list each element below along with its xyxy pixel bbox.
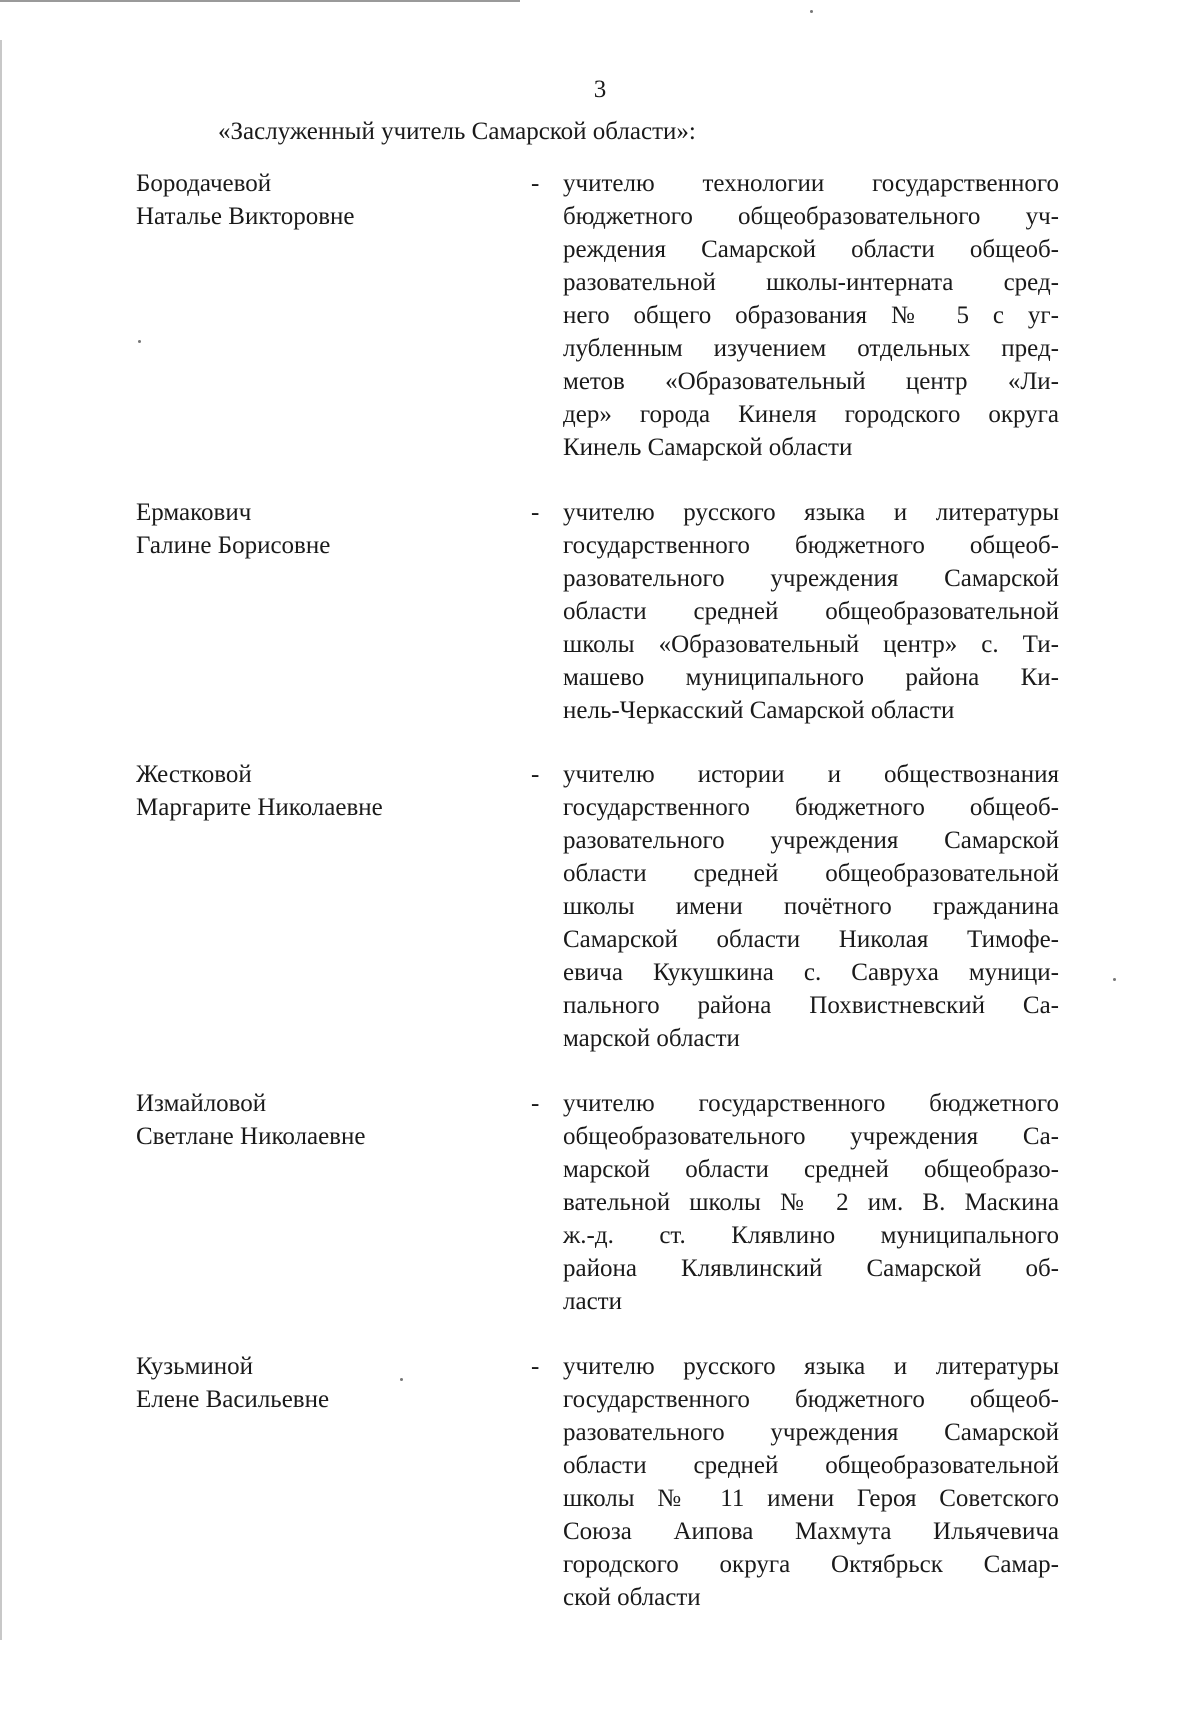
recipient-given-name: Елене Васильевне <box>136 1386 330 1413</box>
position-line: метов «Образовательный центр «Ли- <box>563 368 1059 395</box>
position-line: учителю технологии государственного <box>563 170 1059 197</box>
position-line: области средней общеобразовательной <box>563 1452 1059 1479</box>
position-line: школы «Образовательный центр» с. Ти- <box>563 631 1059 658</box>
position-line: марской области средней общеобразо- <box>563 1156 1059 1183</box>
scan-edge-line <box>0 0 520 2</box>
position-line: разовательного учреждения Самарской <box>563 565 1059 592</box>
section-heading: «Заслуженный учитель Самарской области»: <box>218 118 696 145</box>
recipient-position <box>563 167 1059 464</box>
position-line: разовательного учреждения Самарской <box>563 1419 1059 1446</box>
recipient-name <box>136 758 536 824</box>
position-line: учителю государственного бюджетного <box>563 1090 1059 1117</box>
recipient-position <box>563 496 1059 727</box>
recipient-given-name: Светлане Николаевне <box>136 1123 366 1150</box>
recipient-name <box>136 1350 536 1416</box>
scan-speck <box>138 340 141 343</box>
recipient-position <box>563 1350 1059 1614</box>
position-line: Самарской области Николая Тимофе- <box>563 926 1059 953</box>
position-line: городского округа Октябрьск Самар- <box>563 1551 1059 1578</box>
recipient-surname: Измайловой <box>136 1090 267 1117</box>
position-line: Союза Аипова Махмута Ильячевича <box>563 1518 1059 1545</box>
recipient-surname: Ермакович <box>136 499 252 526</box>
position-line: области средней общеобразовательной <box>563 598 1059 625</box>
position-line: ласти <box>563 1288 622 1315</box>
recipient-name <box>136 167 536 233</box>
position-line: Кинель Самарской области <box>563 434 853 461</box>
recipient-surname: Кузьминой <box>136 1353 254 1380</box>
recipient-position <box>563 1087 1059 1318</box>
position-line: учителю русского языка и литературы <box>563 1353 1059 1380</box>
position-line: учителю истории и обществознания <box>563 761 1059 788</box>
position-line: разовательной школы-интерната сред- <box>563 269 1059 296</box>
position-line: ской области <box>563 1584 701 1611</box>
position-line: государственного бюджетного общеоб- <box>563 794 1059 821</box>
recipient-surname: Жестковой <box>136 761 252 788</box>
position-line: области средней общеобразовательной <box>563 860 1059 887</box>
position-line: разовательного учреждения Самарской <box>563 827 1059 854</box>
scan-speck <box>1113 978 1116 981</box>
position-line: района Клявлинский Самарской об- <box>563 1255 1059 1282</box>
page-number: 3 <box>593 76 607 103</box>
position-line: марской области <box>563 1025 740 1052</box>
position-line: лубленным изучением отдельных пред- <box>563 335 1059 362</box>
position-line: дер» города Кинеля городского округа <box>563 401 1059 428</box>
recipient-given-name: Наталье Викторовне <box>136 203 355 230</box>
position-line: реждения Самарской области общеоб- <box>563 236 1059 263</box>
recipient-surname: Бородачевой <box>136 170 272 197</box>
position-line: школы имени почётного гражданина <box>563 893 1059 920</box>
position-line: общеобразовательного учреждения Са- <box>563 1123 1059 1150</box>
entry-dash: - <box>531 170 540 197</box>
recipient-given-name: Галине Борисовне <box>136 532 331 559</box>
recipient-given-name: Маргарите Николаевне <box>136 794 383 821</box>
position-line: вательной школы № 2 им. В. Маскина <box>563 1189 1059 1216</box>
position-line: государственного бюджетного общеоб- <box>563 532 1059 559</box>
position-line: школы № 11 имени Героя Советского <box>563 1485 1059 1512</box>
scan-margin-shadow <box>0 40 2 1640</box>
entry-dash: - <box>531 1090 540 1117</box>
scan-speck <box>810 10 813 13</box>
entry-dash: - <box>531 1353 540 1380</box>
recipient-name <box>136 1087 536 1153</box>
recipient-name <box>136 496 536 562</box>
entry-dash: - <box>531 499 540 526</box>
position-line: него общего образования № 5 с уг- <box>563 302 1059 329</box>
entry-dash: - <box>531 761 540 788</box>
position-line: пального района Похвистневский Са- <box>563 992 1059 1019</box>
position-line: государственного бюджетного общеоб- <box>563 1386 1059 1413</box>
position-line: ж.-д. ст. Клявлино муниципального <box>563 1222 1059 1249</box>
position-line: бюджетного общеобразовательного уч- <box>563 203 1059 230</box>
position-line: евича Кукушкина с. Савруха муници- <box>563 959 1059 986</box>
recipient-position <box>563 758 1059 1055</box>
position-line: машево муниципального района Ки- <box>563 664 1059 691</box>
position-line: нель-Черкасский Самарской области <box>563 697 955 724</box>
position-line: учителю русского языка и литературы <box>563 499 1059 526</box>
